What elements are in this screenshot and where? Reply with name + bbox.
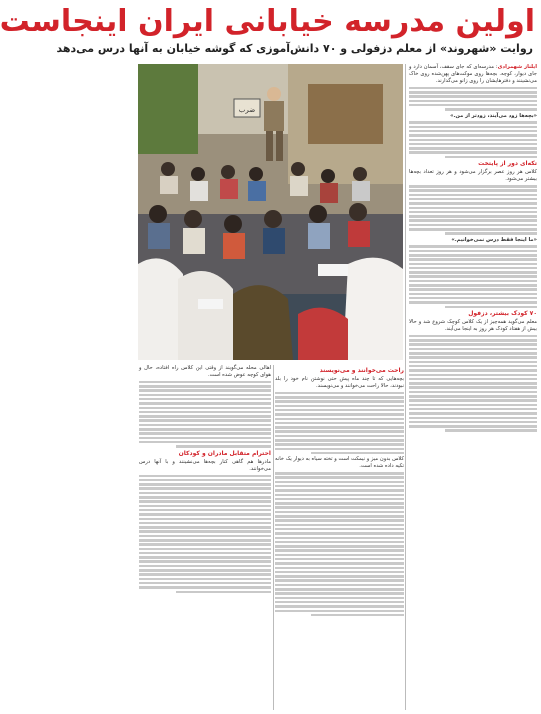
- text-line: [409, 91, 537, 94]
- text-line: [409, 293, 537, 296]
- text-line: [311, 614, 404, 617]
- text-line: [275, 489, 404, 492]
- text-line: [409, 361, 537, 364]
- text-line: [409, 408, 537, 411]
- text-line: [409, 339, 537, 342]
- text-line: [409, 228, 537, 231]
- text-line: [445, 108, 537, 111]
- text-line: [275, 405, 404, 408]
- text-line: [275, 472, 404, 475]
- text-line: [139, 432, 271, 435]
- text-line: [409, 134, 537, 137]
- text-line: [139, 526, 271, 529]
- text-line: [409, 412, 537, 415]
- text-line: [445, 429, 537, 432]
- text-line: [409, 391, 537, 394]
- author-name: ایلناز شهمرادی: [497, 64, 537, 70]
- article-subtitle: روایت «شهروند» از معلم دزفولی و ۷۰ دانش‌آموزی که گوشه خیابان به آنها درس می‌دهد: [56, 42, 533, 55]
- text-line: [409, 198, 537, 201]
- text-line: [409, 100, 537, 103]
- article-column-middle: [275, 365, 404, 710]
- text-line: [409, 335, 537, 338]
- text-line: [139, 530, 271, 533]
- text-line: [139, 522, 271, 525]
- text-line: [139, 381, 271, 384]
- text-line: [409, 378, 537, 381]
- text-line: [275, 588, 404, 591]
- text-line: [275, 409, 404, 412]
- text-line: [409, 219, 537, 222]
- text-line: [275, 519, 404, 522]
- text-line: [139, 419, 271, 422]
- text-line: [139, 424, 271, 427]
- text-line: [409, 104, 537, 107]
- text-line: [275, 601, 404, 604]
- text-line: [409, 271, 537, 274]
- body-paragraph: بچه‌هایی که تا چند ماه پیش حتی نوشتن نام خود را بلد نبودند، حالا راحت می‌خوانند و می‌نویسند.: [275, 376, 404, 389]
- text-line: [139, 492, 271, 495]
- text-line: [139, 483, 271, 486]
- text-line: [139, 437, 271, 440]
- text-line: [409, 297, 537, 300]
- article-headline: اولین مدرسه خیابانی ایران اینجاست: [0, 4, 535, 39]
- text-line: [409, 352, 537, 355]
- text-line: [275, 485, 404, 488]
- text-line: [409, 139, 537, 142]
- text-line: [275, 528, 404, 531]
- text-line: [275, 584, 404, 587]
- text-line: [139, 552, 271, 555]
- text-line: [275, 506, 404, 509]
- text-line: [139, 518, 271, 521]
- text-line: [139, 556, 271, 559]
- text-line: [409, 365, 537, 368]
- text-line: [139, 428, 271, 431]
- text-line: [409, 386, 537, 389]
- text-line: [139, 398, 271, 401]
- text-line: [275, 392, 404, 395]
- text-line: [275, 554, 404, 557]
- text-line: [139, 586, 271, 589]
- text-line: [409, 87, 537, 90]
- text-line: [409, 95, 537, 98]
- text-line: [275, 571, 404, 574]
- text-line: [139, 543, 271, 546]
- text-line: [275, 532, 404, 535]
- text-line: [139, 582, 271, 585]
- text-line: [139, 402, 271, 405]
- text-line: [139, 394, 271, 397]
- text-line: [445, 306, 537, 309]
- text-line: [275, 549, 404, 552]
- text-line: [275, 605, 404, 608]
- text-line: [139, 505, 271, 508]
- text-line: [409, 267, 537, 270]
- article-photo: [138, 64, 403, 360]
- text-line: [139, 578, 271, 581]
- text-line: [409, 395, 537, 398]
- text-line: [139, 539, 271, 542]
- text-line: [409, 130, 537, 133]
- text-line: [409, 151, 537, 154]
- text-line: [275, 443, 404, 446]
- text-line: [139, 513, 271, 516]
- text-line: [409, 254, 537, 257]
- text-line: [409, 189, 537, 192]
- text-line: [409, 143, 537, 146]
- text-line: [139, 548, 271, 551]
- text-line: [275, 498, 404, 501]
- text-line: [139, 441, 271, 444]
- subheading: راحت می‌خوانند و می‌نویسند: [319, 367, 404, 374]
- text-line: [176, 591, 271, 594]
- text-line: [275, 426, 404, 429]
- text-line: [275, 502, 404, 505]
- text-line: [275, 610, 404, 613]
- body-paragraph: اهالی محله می‌گویند از وقتی این کلاس راه افتاده، حال و هوای کوچه عوض شده است.: [139, 365, 271, 378]
- subheading: احترام متقابل مادران و کودکان: [178, 449, 271, 457]
- text-line: [275, 515, 404, 518]
- text-line: [139, 509, 271, 512]
- text-line: [139, 385, 271, 388]
- text-line: [275, 481, 404, 484]
- text-line: [445, 156, 537, 159]
- text-line: [275, 592, 404, 595]
- text-line: [311, 452, 404, 455]
- intro-paragraph: مدرسه‌ای که جای سقف، آسمان دارد و جای دیوار، کوچه. بچه‌ها روی موکت‌های پهن‌شده روی خاک می‌نشینند و دفترهایشان را روی زانو می‌گذارند.: [409, 64, 537, 84]
- text-line: [409, 258, 537, 261]
- text-line: [139, 407, 271, 410]
- text-line: [139, 389, 271, 392]
- text-line: [409, 250, 537, 253]
- text-line: [409, 202, 537, 205]
- quote: «بچه‌ها زود می‌آیند، زودتر از من.»: [450, 112, 537, 119]
- text-line: [409, 194, 537, 197]
- text-line: [409, 284, 537, 287]
- text-line: [275, 430, 404, 433]
- text-line: [275, 439, 404, 442]
- text-line: [409, 147, 537, 150]
- text-line: [409, 215, 537, 218]
- text-line: [275, 562, 404, 565]
- text-line: [275, 418, 404, 421]
- text-line: [409, 245, 537, 248]
- text-line: [409, 224, 537, 227]
- text-line: [409, 126, 537, 129]
- article-column-left: [139, 365, 271, 710]
- body-paragraph: کلاس هر روز عصر برگزار می‌شود و هر روز تعداد بچه‌ها بیشتر می‌شود.: [409, 169, 537, 183]
- text-line: [409, 369, 537, 372]
- column-divider-left: [273, 365, 274, 710]
- text-line: [275, 545, 404, 548]
- text-line: [409, 211, 537, 214]
- text-line: [275, 511, 404, 514]
- text-line: [275, 597, 404, 600]
- text-line: [409, 399, 537, 402]
- subheading: تکه‌ای دور از پایتخت: [478, 160, 537, 168]
- text-line: [409, 404, 537, 407]
- text-line: [275, 435, 404, 438]
- text-line: [409, 288, 537, 291]
- text-line: [275, 476, 404, 479]
- text-line: [275, 575, 404, 578]
- text-line: [139, 573, 271, 576]
- text-line: [409, 275, 537, 278]
- text-line: [275, 567, 404, 570]
- text-line: [275, 413, 404, 416]
- blackboard-text: ضرب: [238, 106, 256, 114]
- text-line: [409, 382, 537, 385]
- text-line: [275, 422, 404, 425]
- body-paragraph: کلاس بدون میز و نیمکت است و تخته سیاه به دیوار یک خانه تکیه داده شده است.: [275, 456, 404, 470]
- text-line: [275, 579, 404, 582]
- text-line: [139, 496, 271, 499]
- text-line: [409, 207, 537, 210]
- text-line: [409, 263, 537, 266]
- text-line: [275, 448, 404, 451]
- text-line: [445, 232, 537, 235]
- subheading: ۷۰ کودک بیشتر، دزفول: [468, 310, 537, 318]
- text-line: [275, 541, 404, 544]
- text-line: [409, 280, 537, 283]
- text-line: [409, 185, 537, 188]
- text-line: [409, 121, 537, 124]
- text-line: [275, 494, 404, 497]
- text-line: [139, 487, 271, 490]
- text-line: [409, 301, 537, 304]
- text-line: [139, 535, 271, 538]
- text-line: [139, 479, 271, 482]
- text-line: [275, 400, 404, 403]
- body-paragraph: مادرها هم گاهی کنار بچه‌ها می‌نشینند و با آنها درس می‌خوانند.: [139, 458, 271, 472]
- text-line: [139, 565, 271, 568]
- body-paragraph: معلم می‌گوید همه‌چیز از یک کلاس کوچک شروع شد و حالا بیش از هفتاد کودک هر روز به اینجا می‌آیند.: [409, 319, 537, 333]
- column-divider-right: [405, 64, 406, 710]
- text-line: [409, 425, 537, 428]
- text-line: [176, 445, 271, 448]
- text-line: [139, 415, 271, 418]
- text-line: [139, 475, 271, 478]
- quote: «ما اینجا فقط درس نمی‌خوانیم.»: [451, 236, 537, 243]
- text-line: [275, 524, 404, 527]
- text-line: [275, 558, 404, 561]
- text-line: [139, 569, 271, 572]
- text-line: [409, 374, 537, 377]
- text-line: [139, 500, 271, 503]
- text-line: [139, 411, 271, 414]
- text-line: [275, 537, 404, 540]
- text-line: [409, 421, 537, 424]
- text-line: [409, 343, 537, 346]
- text-line: [275, 396, 404, 399]
- article-column-right: ایلناز شهمرادی: مدرسه‌ای که جای سقف، آسمان دارد و جای دیوار، کوچه. بچه‌ها روی موکت‌های پهن‌شده روی خاک می‌نشینند و دفترهایشان را روی زانو می‌گذارند. «بچه‌ها زود می‌آیند، زودتر از من.» تکه‌ای دور از پایتخت کلاس هر روز عصر برگزار می‌شود و هر روز تعداد بچه‌ها بیشتر می‌شود. «ما اینجا فقط درس نمی‌خوانیم.» ۷۰ کودک بیشتر، دزفول معلم می‌گوید همه‌چیز از یک کلاس کوچک شروع شد و حالا بیش از هفتاد کودک هر روز به اینجا می‌آیند.: [409, 64, 537, 710]
- text-line: [409, 417, 537, 420]
- text-line: [139, 560, 271, 563]
- text-line: [409, 348, 537, 351]
- text-line: [409, 356, 537, 359]
